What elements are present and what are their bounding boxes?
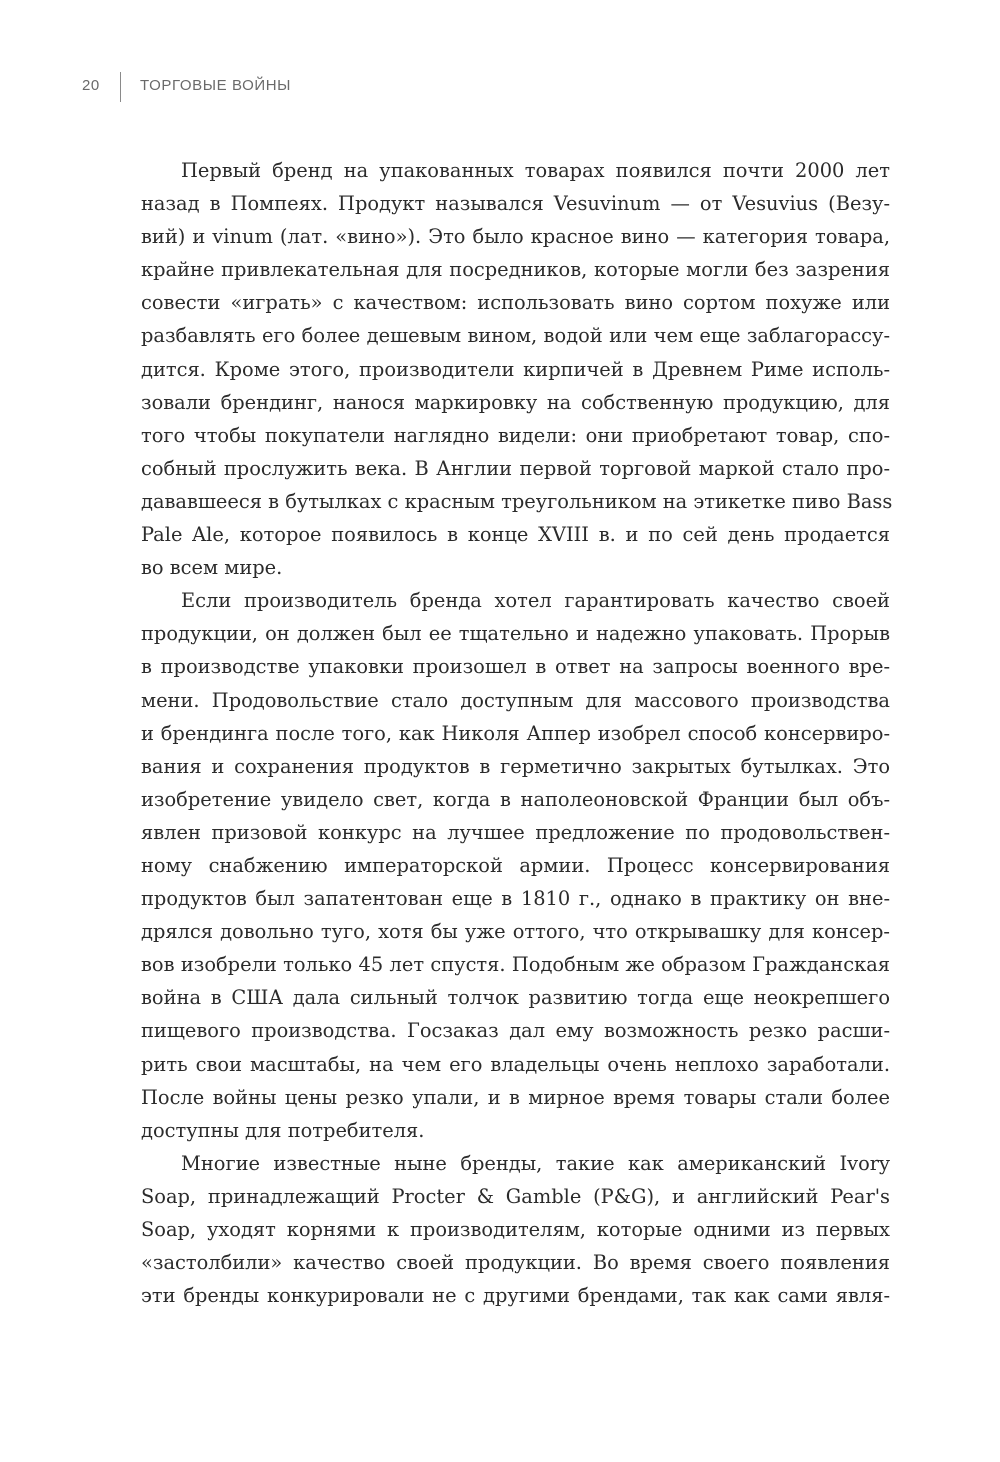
text-line: зовали брендинг, нанося маркировку на собственную продукцию, для [141,390,890,414]
text-line: ному снабжению императорской армии. Процесс консервирования [141,853,890,877]
text-line: крайне привлекательная для посредников, которые могли без зазрения [141,258,890,282]
paragraph-2 [141,584,890,1147]
text-line: доступны для потребителя. [141,1118,425,1142]
text-line: совести «играть» с качеством: использовать вино сортом похуже или [141,291,890,315]
book-title: ТОРГОВЫЕ ВОЙНЫ [140,77,292,94]
text-line: мени. Продовольствие стало доступным для массового производства [141,688,890,712]
text-line: во всем мире. [141,556,283,580]
text-line: Первый бренд на упакованных товарах появился почти 2000 лет [181,159,890,182]
paragraph-3 [141,1147,890,1312]
header-divider [120,72,121,102]
text-line: дававшееся в бутылках с красным треугольником на этикетке пиво Bass [141,489,893,513]
body-text [141,154,893,1312]
text-line: и брендинга после того, как Николя Аппер изобрел способ консервиро- [141,721,890,745]
running-head [0,72,1000,102]
page-number: 20 [82,77,100,94]
text-line: дрялся довольно туго, хотя бы уже оттого, что открывашку для консер- [141,920,890,944]
text-line: в производстве упаковки произошел в ответ на запросы военного вре- [141,655,890,679]
text-line: Многие известные ныне бренды, такие как американский Ivory [181,1151,890,1175]
text-line: назад в Помпеях. Продукт назывался Vesuvinum — от Vesuvius (Везу- [141,192,890,216]
paragraph-1 [141,154,893,584]
text-line: «застолбили» качество своей продукции. Во время своего появления [141,1251,890,1275]
text-line: рить свои масштабы, на чем его владельцы очень неплохо заработали. [141,1052,890,1076]
text-line: После войны цены резко упали, и в мирное время товары стали более [141,1085,890,1109]
text-line: изобретение увидело свет, когда в наполеоновской Франции был объ- [141,787,890,811]
text-line: Soap, принадлежащий Procter & Gamble (P&G), и английский Pear's [141,1184,890,1208]
text-line: вания и сохранения продуктов в герметично закрытых бутылках. Это [141,754,890,778]
text-line: Soap, уходят корнями к производителям, которые одними из первых [141,1218,890,1241]
text-line: того чтобы покупатели наглядно видели: они приобретают товар, спо- [141,423,890,447]
text-line: явлен призовой конкурс на лучшее предложение по продовольствен- [141,820,890,844]
text-line: вий) и vinum (лат. «вино»). Это было красное вино — категория товара, [141,225,890,249]
text-line: пищевого производства. Госзаказ дал ему возможность резко расши- [141,1019,890,1043]
text-line: эти бренды конкурировали не с другими брендами, так как сами явля- [141,1284,890,1308]
text-line: вов изобрели только 45 лет спустя. Подобным же образом Гражданская [141,953,890,977]
text-line: дится. Кроме этого, производители кирпичей в Древнем Риме исполь- [141,357,890,381]
text-line: продуктов был запатентован еще в 1810 г., однако в практику он вне- [141,887,890,911]
text-line: разбавлять его более дешевым вином, водой или чем еще заблагорассу- [141,324,890,348]
text-line: продукции, он должен был ее тщательно и надежно упаковать. Прорыв [141,622,890,646]
text-line: война в США дала сильный толчок развитию тогда еще неокрепшего [141,986,890,1010]
text-line: собный прослужить века. В Англии первой торговой маркой стало про- [141,456,890,480]
text-line: Если производитель бренда хотел гарантировать качество своей [181,589,890,613]
text-line: Pale Ale, которое появилось в конце XVIII в. и по сей день продается [141,523,890,547]
